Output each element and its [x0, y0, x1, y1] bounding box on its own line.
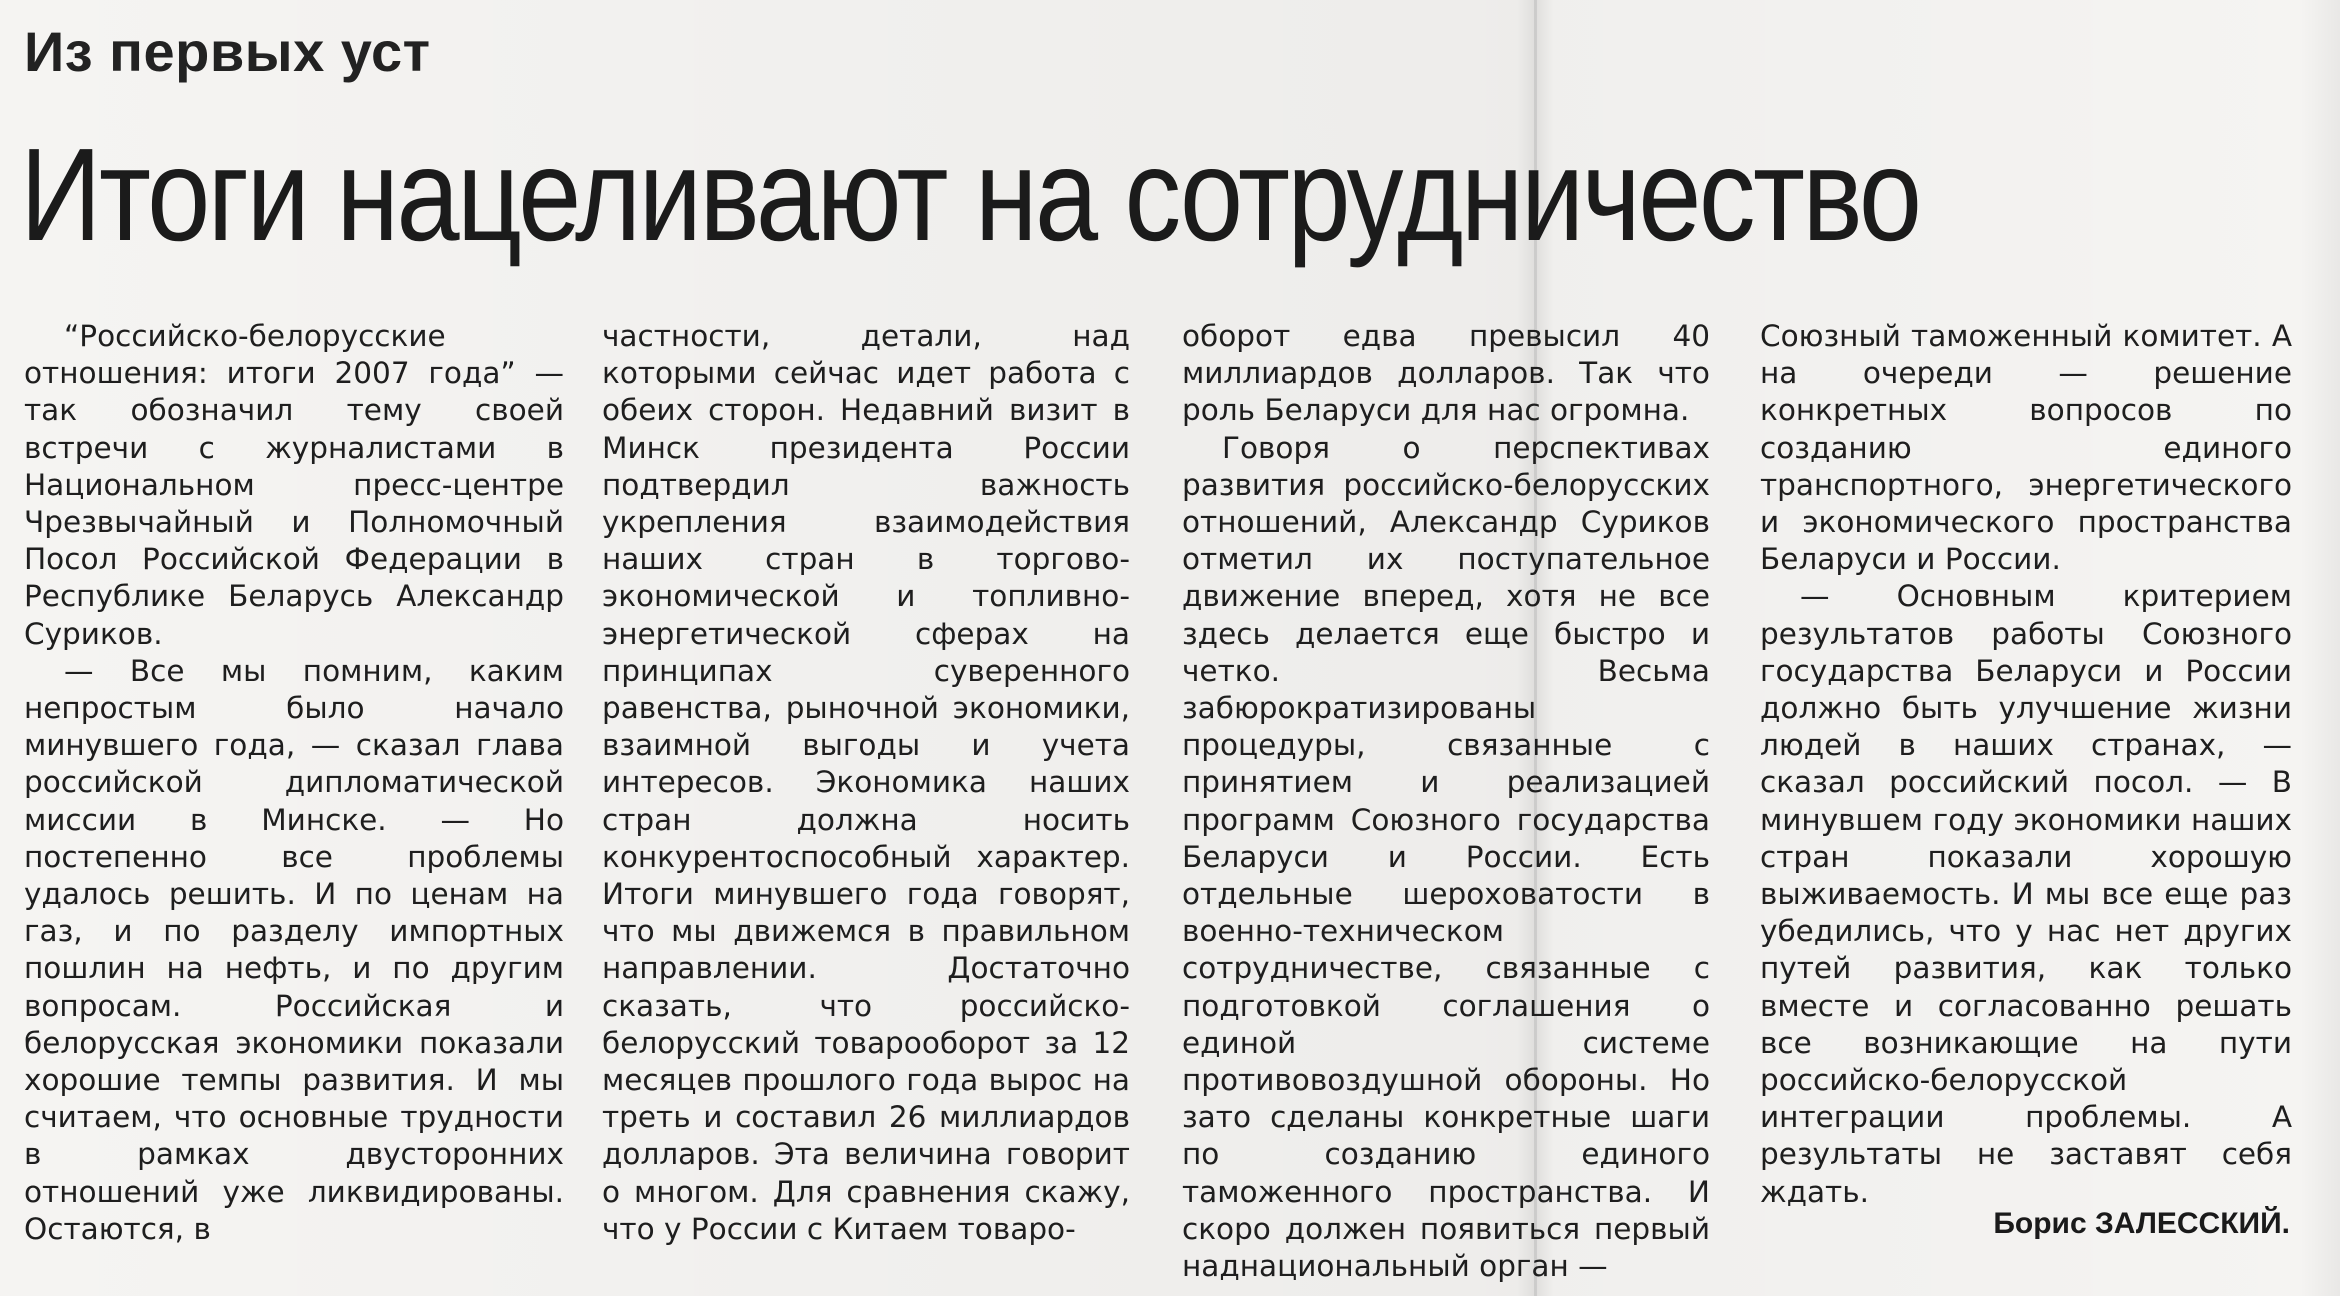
paragraph: “Российско-белорусские отношения: итоги 2007 года” — так обозначил тему своей встречи с журналистами в Национальном пресс-центре Чрезвычайный и Полномочный Посол Российской Федерации в Республике Беларусь Александр Суриков. [24, 319, 564, 651]
byline: Борис ЗАЛЕССКИЙ. [1993, 1207, 2290, 1240]
paragraph: Говоря о перспективах развития российско-белорусских отношений, Александр Суриков отметил их поступательное движение вперед, хотя не все здесь делается еще быстро и четко. Весьма забюрократизированы процедуры, связанные с принятием и реализацией программ Союзного государства Беларуси и России. Есть отдельные шероховатости в военно-техническом сотрудничестве, связанные с подготовкой соглашения о единой системе противовоздушной обороны. Но зато сделаны конкретные шаги по созданию единого таможенного пространства. И скоро должен появиться первый наднациональный орган — [1182, 430, 1710, 1284]
paragraph: — Все мы помним, каким непростым было начало минувшего года, — сказал глава российской дипломатической миссии в Минске. — Но постепенно все проблемы удалось решить. И по ценам на газ, и по разделу импортных пошлин на нефть, и по другим вопросам. Российская и белорусская экономики показали хорошие темпы развития. И мы считаем, что основные трудности в рамках двусторонних отношений уже ликвидированы. Остаются, в [24, 653, 564, 1246]
paragraph: частности, детали, над которыми сейчас идет работа с обеих сторон. Недавний визит в Минск президента России подтвердил важность укрепления взаимодействия наших стран в торгово-экономической и топливно-энергетической сферах на принципах суверенного равенства, рыночной экономики, взаимной выгоды и учета интересов. Экономика наших стран должна носить конкурентоспособный характер. Итоги минувшего года говорят, что мы движемся в правильном направлении. Достаточно сказать, что российско-белорусский товарооборот за 12 месяцев прошлого года вырос на треть и составил 26 миллиардов долларов. Эта величина говорит о многом. Для сравнения скажу, что у России с Китаем товаро- [602, 319, 1130, 1246]
headline: Итоги нацеливают на сотрудничество [20, 121, 1920, 268]
paragraph: Союзный таможенный комитет. А на очереди — решение конкретных вопросов по созданию единого транспортного, энергетического и экономического пространства Беларуси и России. [1760, 319, 2292, 577]
article-column-4 [1760, 318, 2292, 1211]
scan-edge [2300, 0, 2340, 1296]
article-column-1 [24, 318, 564, 1248]
rubric: Из первых уст [24, 20, 431, 83]
paragraph: оборот едва превысил 40 миллиардов долларов. Так что роль Беларуси для нас огромна. [1182, 319, 1710, 428]
paragraph: — Основным критерием результатов работы Союзного государства Беларуси и России должно быть улучшение жизни людей в наших странах, — сказал российский посол. — В минувшем году экономики наших стран показали хорошую выживаемость. И мы все еще раз убедились, что у нас нет других путей развития, как только вместе и согласованно решать все возникающие на пути российско-белорусской интеграции проблемы. А результаты не заставят себя ждать. [1760, 579, 2292, 1209]
article-column-3 [1182, 318, 1710, 1285]
article-column-2 [602, 318, 1130, 1248]
